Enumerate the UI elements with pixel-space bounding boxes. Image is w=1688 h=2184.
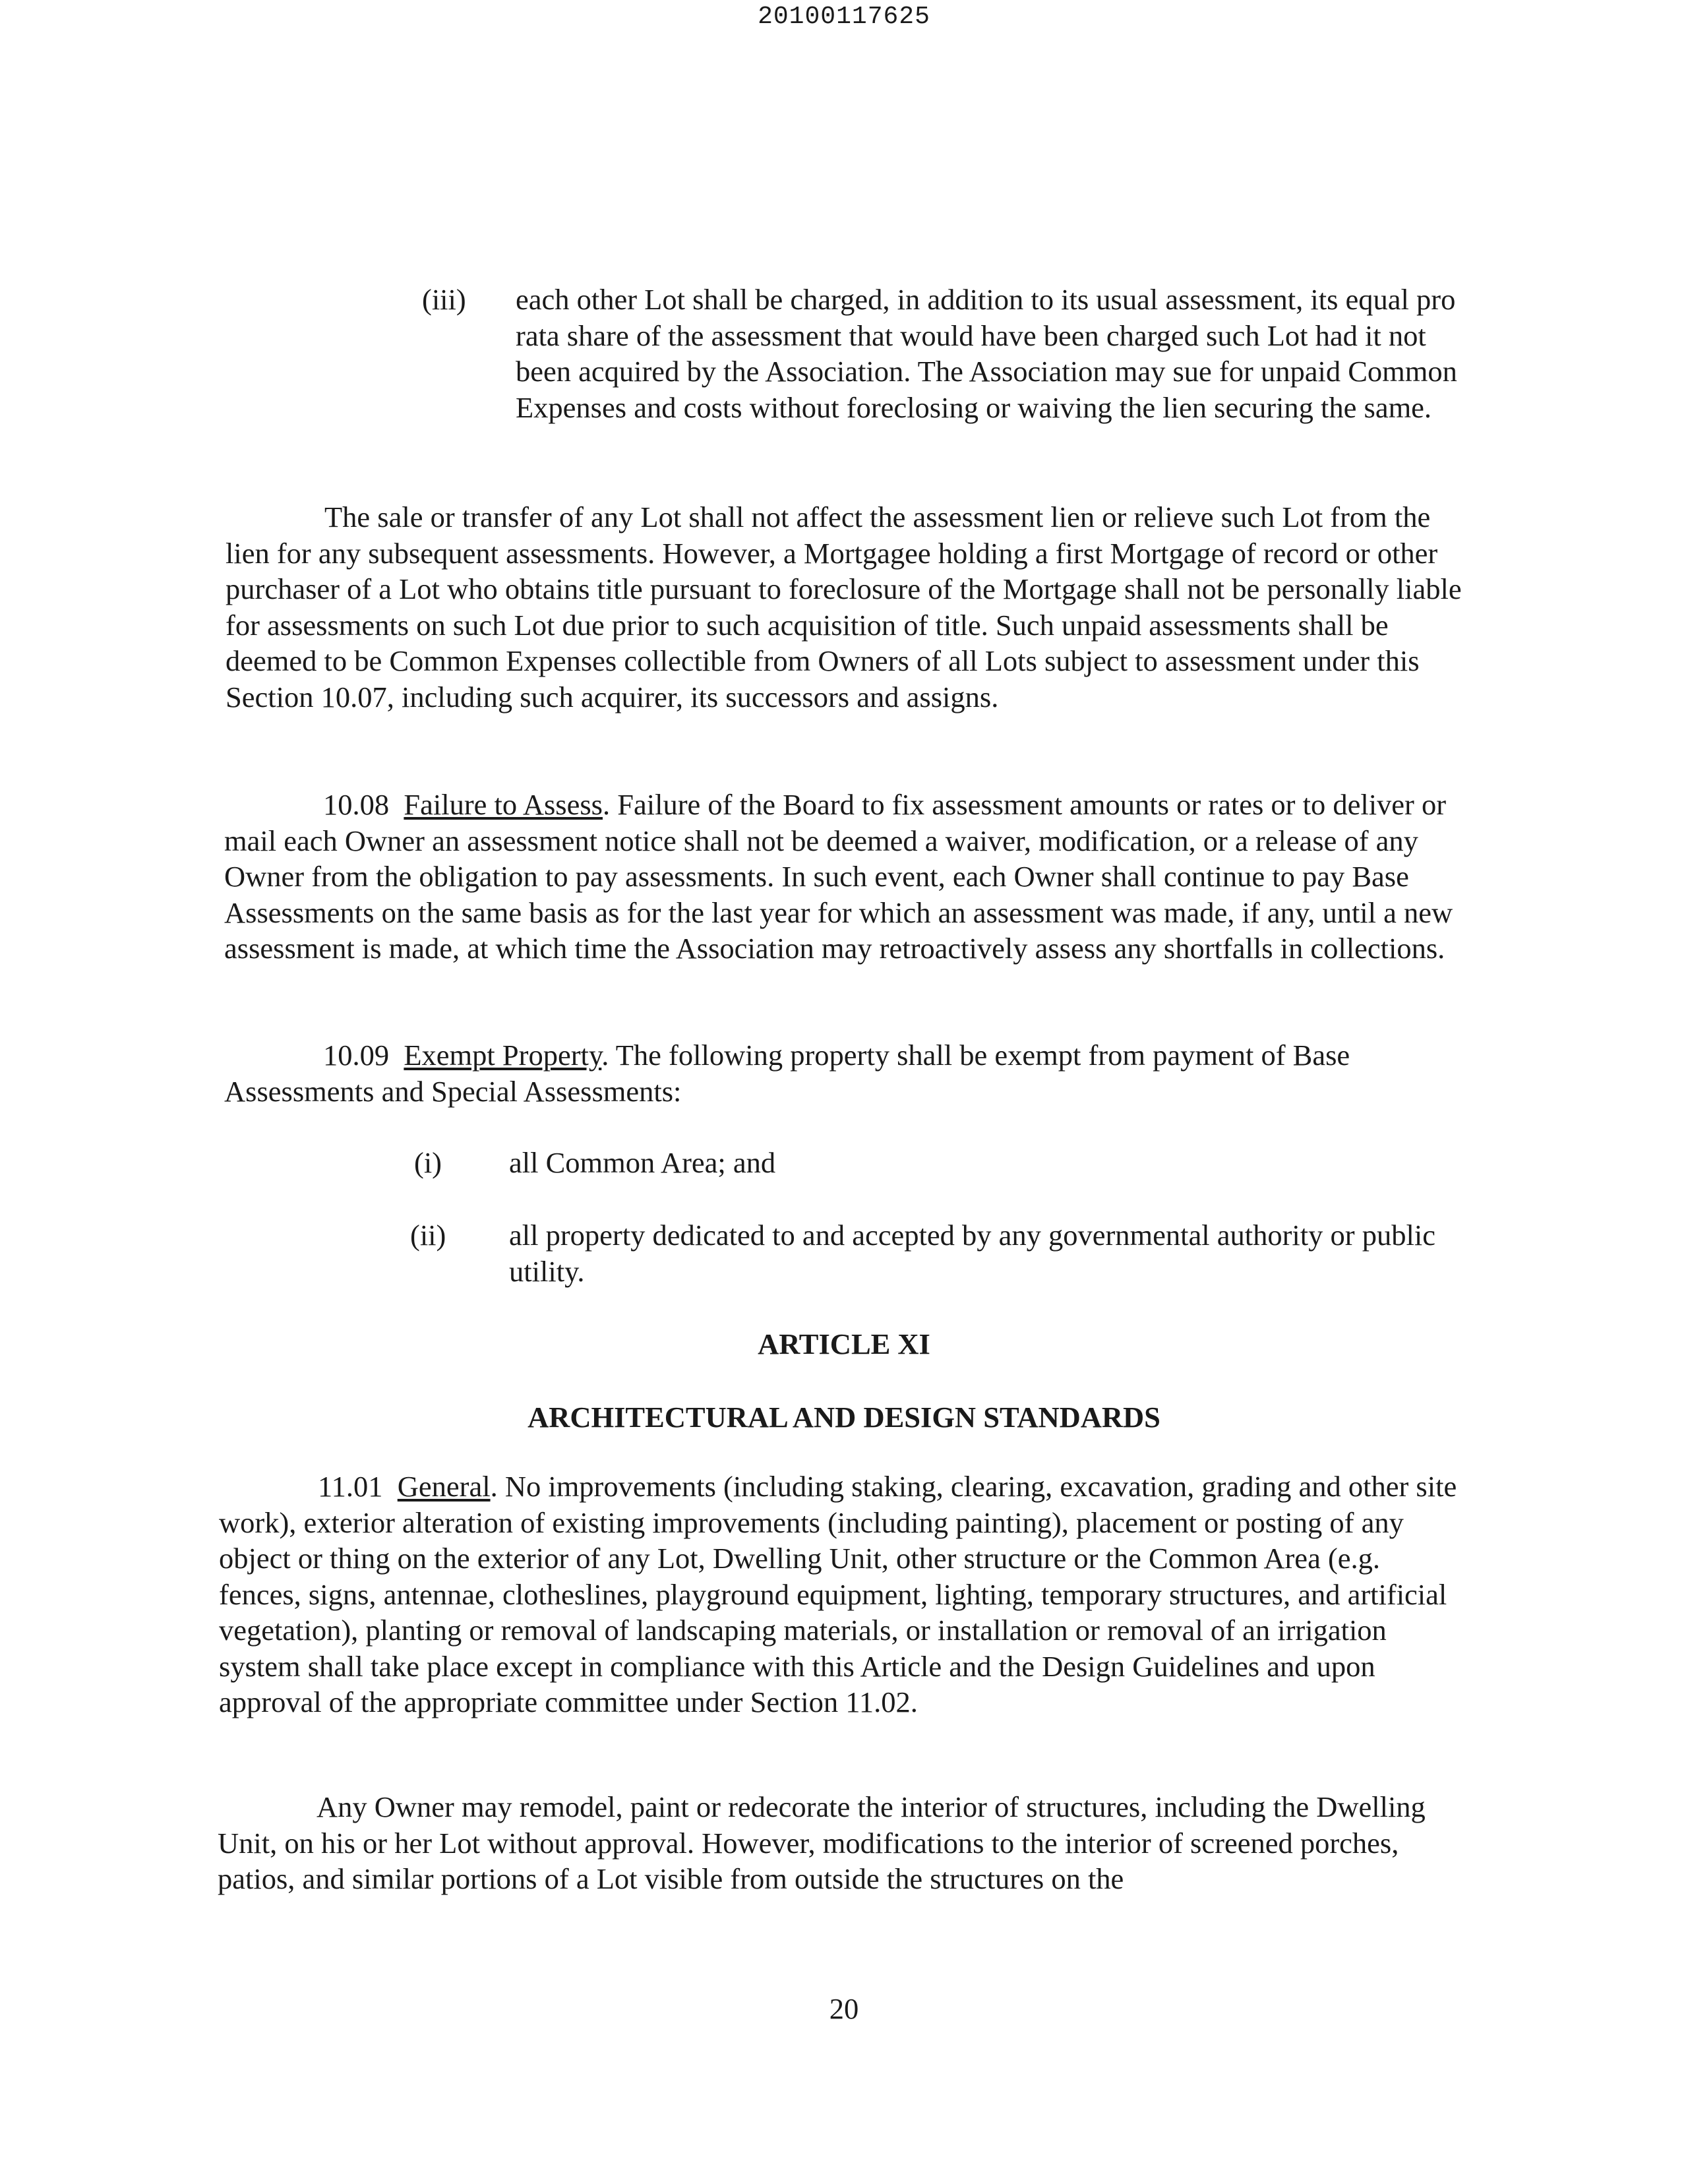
list-marker: (ii) (410, 1219, 446, 1252)
page-number: 20 (829, 1992, 859, 2025)
section-title: Exempt Property (404, 1039, 602, 1072)
section-text: . No improvements (including staking, clearing, excavation, grading and other site work), exterior alteration of existing improvements (including painting), placement or posting of any object or thing on the exterior of any Lot, Dwelling Unit, other structure or the Common Area (e.g. fences, signs, antennae, clotheslines, playground equipment, lighting, temporary structures, and artificial vegetation), planting or removal of landscaping materials, or installation or removal of an irrigation system shall take place except in compliance with this Article and the Design Guidelines and upon approval of the appropriate committee under Section 11.02. (219, 1470, 1457, 1718)
section-number: 11.01 (318, 1470, 383, 1503)
section-number: 10.09 (323, 1039, 390, 1072)
document-number: 20100117625 (758, 3, 930, 31)
list-item-text: all property dedicated to and accepted by any governmental authority or public utility. (509, 1219, 1435, 1288)
list-item-ii (0, 1217, 1688, 1296)
list-item-text: all Common Area; and (509, 1146, 776, 1179)
section-text: . The following property shall be exempt from payment of Base Assessments and Special Assessments: (224, 1039, 1350, 1108)
list-item-text: each other Lot shall be charged, in addition to its usual assessment, its equal pro rata share of the assessment that would have been charged such Lot had it not been acquired by the Association. The Association may sue for unpaid Common Expenses and costs without foreclosing or waiving the lien securing the same. (516, 283, 1457, 424)
section-title: General (397, 1470, 491, 1503)
section-10-09 (224, 1037, 1465, 1109)
article-title: ARCHITECTURAL AND DESIGN STANDARDS (528, 1401, 1160, 1434)
paragraph-any-owner: Any Owner may remodel, paint or redecorate the interior of structures, including the Dwelling Unit, on his or her Lot without approval. However, modifications to the interior of screened porches, patios, and similar portions of a Lot visible from outside the structures on the (218, 1790, 1426, 1895)
section-11-01 (219, 1469, 1465, 1720)
list-item-i (0, 1145, 1688, 1184)
section-10-08 (224, 787, 1465, 967)
section-title: Failure to Assess (404, 788, 603, 821)
list-item-iii (0, 282, 1688, 466)
section-text: . Failure of the Board to fix assessment amounts or rates or to deliver or mail each Owner an assessment notice shall not be deemed a waiver, modification, or a release of any Owner from the obligation to pay assessments. In such event, each Owner shall continue to pay Base Assessments on the same basis as for the last year for which an assessment was made, if any, until a new assessment is made, at which time the Association may retroactively assess any shortfalls in collections. (224, 788, 1453, 965)
section-number: 10.08 (323, 788, 390, 821)
paragraph-sale-transfer: The sale or transfer of any Lot shall not affect the assessment lien or relieve such Lot from the lien for any subsequent assessments. However, a Mortgagee holding a first Mortgage of record or other purchaser of a Lot who obtains title pursuant to foreclosure of the Mortgage shall not be personally liable for assessments on such Lot due prior to such acquisition of title. Such unpaid assessments shall be deemed to be Common Expenses collectible from Owners of all Lots subject to assessment under this Section 10.07, including such acquirer, its successors and assigns. (226, 501, 1462, 713)
article-number: ARTICLE XI (758, 1327, 930, 1360)
list-marker: (iii) (422, 283, 466, 316)
list-marker: (i) (414, 1146, 442, 1179)
